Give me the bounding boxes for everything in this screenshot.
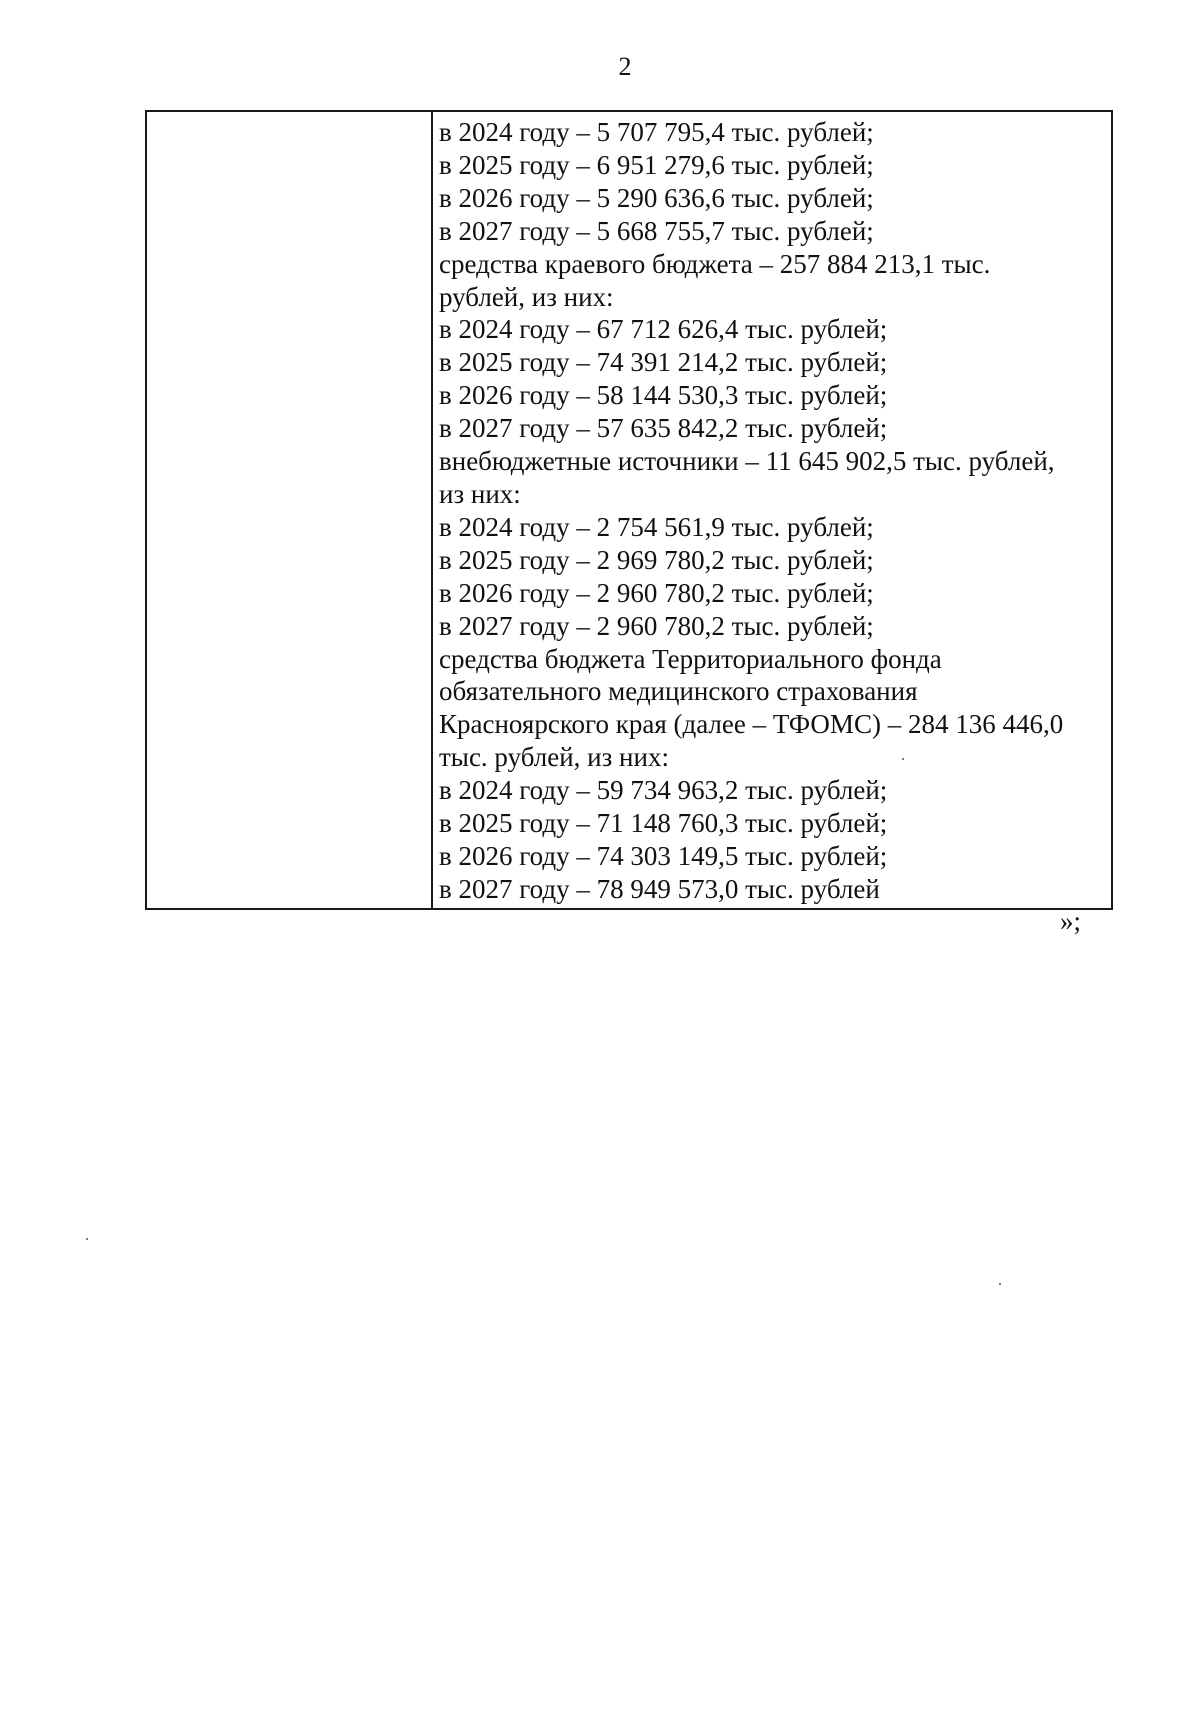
funding-line: в 2025 году – 6 951 279,6 тыс. рублей; <box>439 149 874 180</box>
funding-line: рублей, из них: <box>439 281 614 312</box>
table-left-cell <box>147 112 433 908</box>
funding-line: в 2025 году – 71 148 760,3 тыс. рублей; <box>439 808 888 839</box>
funding-line: в 2026 году – 58 144 530,3 тыс. рублей; <box>439 380 888 411</box>
funding-line: Красноярского края (далее – ТФОМС) – 284 136 446,0 <box>439 709 1064 740</box>
scan-speck <box>902 758 904 760</box>
scan-speck <box>999 1283 1001 1285</box>
funding-line: в 2026 году – 5 290 636,6 тыс. рублей; <box>439 182 874 213</box>
funding-line: средства бюджета Территориального фонда <box>439 643 942 674</box>
funding-table <box>145 110 1113 910</box>
funding-line: в 2026 году – 74 303 149,5 тыс. рублей; <box>439 840 888 871</box>
funding-line: в 2027 году – 5 668 755,7 тыс. рублей; <box>439 215 874 246</box>
funding-line: в 2024 году – 5 707 795,4 тыс. рублей; <box>439 117 874 147</box>
funding-line: в 2024 году – 67 712 626,4 тыс. рублей; <box>439 314 888 345</box>
funding-line: в 2024 году – 2 754 561,9 тыс. рублей; <box>439 511 874 542</box>
funding-line: в 2026 году – 2 960 780,2 тыс. рублей; <box>439 577 874 608</box>
scan-speck <box>86 1238 88 1240</box>
funding-line: в 2027 году – 2 960 780,2 тыс. рублей; <box>439 610 874 641</box>
funding-line: из них: <box>439 478 521 509</box>
funding-line: в 2025 году – 74 391 214,2 тыс. рублей; <box>439 347 888 378</box>
funding-line: обязательного медицинского страхования <box>439 676 918 707</box>
funding-line: в 2027 году – 57 635 842,2 тыс. рублей; <box>439 413 888 444</box>
funding-line: тыс. рублей, из них: <box>439 742 669 773</box>
funding-line: средства краевого бюджета – 257 884 213,1 тыс. <box>439 248 991 279</box>
funding-line: внебюджетные источники – 11 645 902,5 тыс. рублей, <box>439 446 1055 477</box>
funding-line: в 2024 году – 59 734 963,2 тыс. рублей; <box>439 775 888 806</box>
funding-line: в 2025 году – 2 969 780,2 тыс. рублей; <box>439 544 874 575</box>
page-number: 2 <box>618 52 632 81</box>
funding-line: в 2027 году – 78 949 573,0 тыс. рублей <box>439 873 880 904</box>
closing-quote: »; <box>1060 906 1082 936</box>
table-right-cell <box>433 112 1111 908</box>
